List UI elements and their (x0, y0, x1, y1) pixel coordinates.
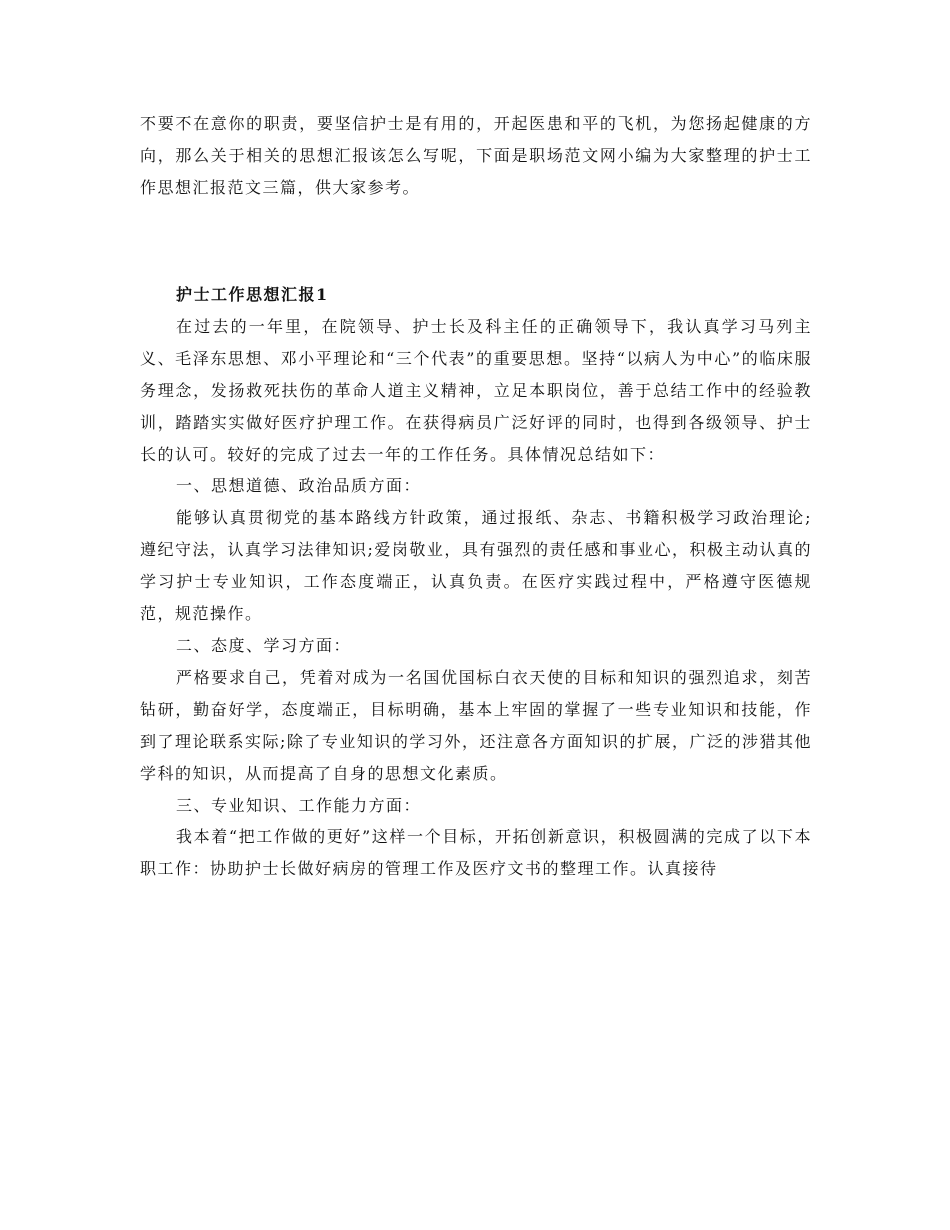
intro-paragraph: 不要不在意你的职责，要坚信护士是有用的，开起医患和平的飞机，为您扬起健康的方向，那么关于相关的思想汇报该怎么写呢，下面是职场范文网小编为大家整理的护士工作思想汇报范文三篇，供大家参考。 (140, 114, 812, 197)
report-section (140, 279, 812, 885)
section-title: 护士工作思想汇报1 (176, 285, 329, 304)
paragraph-ideology-politics: 能够认真贯彻党的基本路线方针政策，通过报纸、杂志、书籍积极学习政治理论;遵纪守法，认真学习法律知识;爱岗敬业，具有强烈的责任感和事业心，积极主动认真的学习护士专业知识，工作态度端正，认真负责。在医疗实践过程中，严格遵守医德规范，规范操作。 (140, 508, 812, 624)
heading-professional-ability: 三、专业知识、工作能力方面： (176, 795, 422, 815)
heading-ideology-politics: 一、思想道德、政治品质方面： (176, 476, 422, 496)
paragraph-professional-ability: 我本着“把工作做的更好”这样一个目标，开拓创新意识，积极圆满的完成了以下本职工作：协助护士长做好病房的管理工作及医疗文书的整理工作。认真接待 (140, 827, 812, 879)
heading-attitude-study: 二、态度、学习方面： (176, 635, 352, 655)
paragraph-overview: 在过去的一年里，在院领导、护士长及科主任的正确领导下，我认真学习马列主义、毛泽东思想、邓小平理论和“三个代表”的重要思想。坚持“以病人为中心”的临床服务理念，发扬救死扶伤的革命人道主义精神，立足本职岗位，善于总结工作中的经验教训，踏踏实实做好医疗护理工作。在获得病员广泛好评的同时，也得到各级领导、护士长的认可。较好的完成了过去一年的工作任务。具体情况总结如下： (140, 316, 812, 464)
paragraph-attitude-study: 严格要求自己，凭着对成为一名国优国标白衣天使的目标和知识的强烈追求，刻苦钻研，勤奋好学，态度端正，目标明确，基本上牢固的掌握了一些专业知识和技能，作到了理论联系实际;除了专业知识的学习外，还注意各方面知识的扩展，广泛的涉猎其他学科的知识，从而提高了自身的思想文化素质。 (140, 667, 812, 783)
